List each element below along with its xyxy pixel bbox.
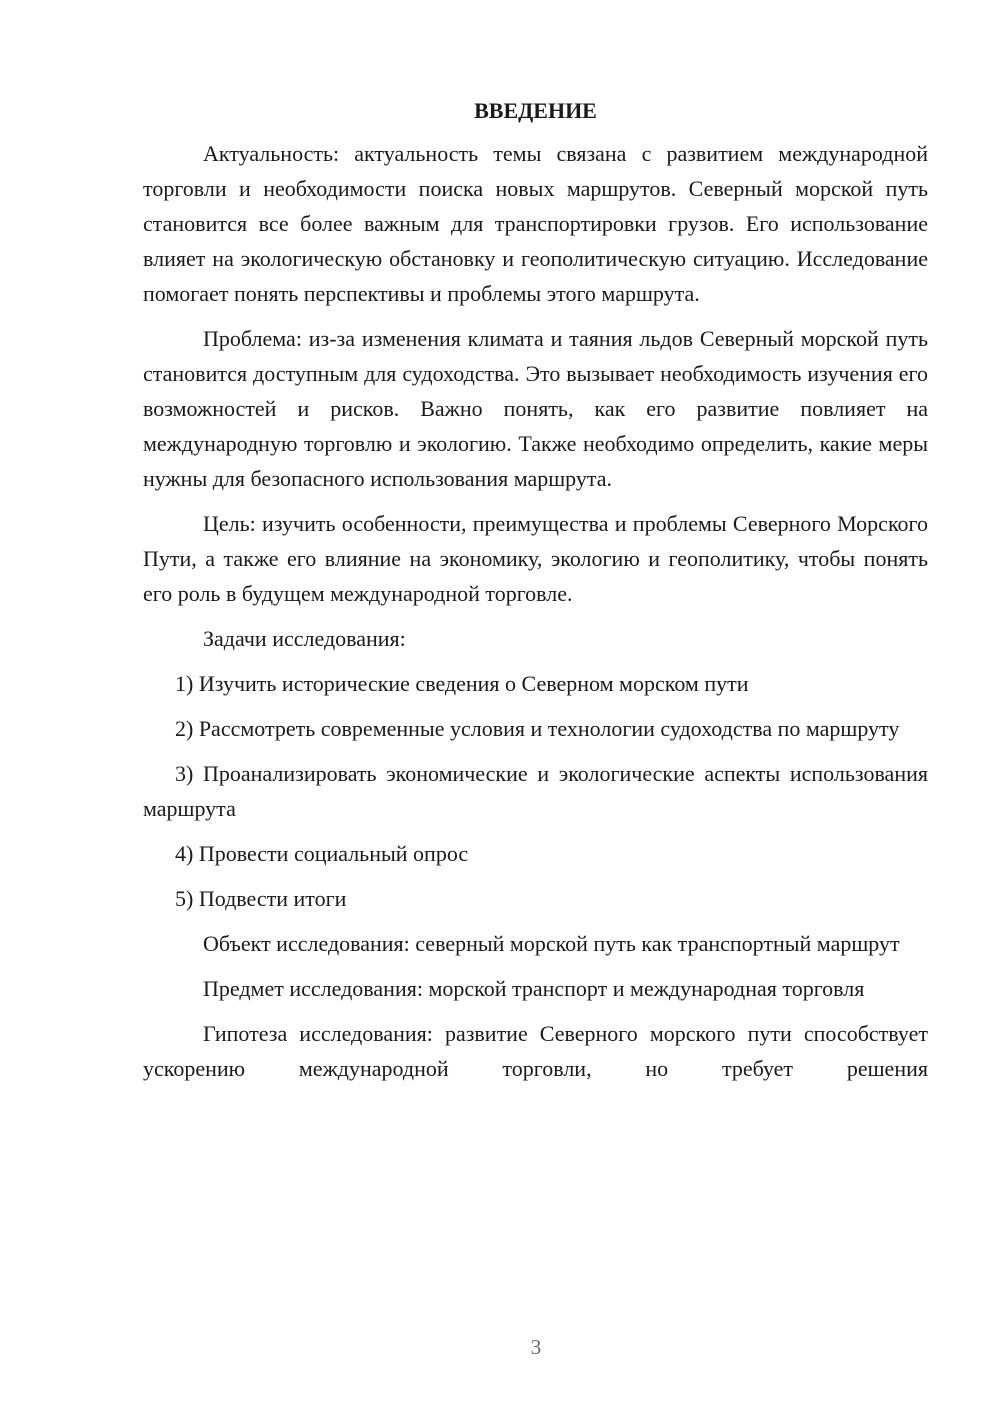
page-number: 3 (530, 1335, 542, 1359)
task-item-2: 2) Рассмотреть современные условия и технологии судоходства по маршруту (175, 716, 900, 741)
paragraph-subject: Предмет исследования: морской транспорт и международная торговля (203, 976, 865, 1001)
task-item-1: 1) Изучить исторические сведения о Северном морском пути (175, 671, 749, 696)
paragraph-tasks-heading: Задачи исследования: (203, 626, 406, 651)
page-title: ВВЕДЕНИЕ (474, 98, 597, 123)
task-item-4: 4) Провести социальный опрос (175, 841, 469, 866)
paragraph-relevance: Актуальность: актуальность темы связана с развитием международной торговли и необходимости поиска новых маршрутов. Северный морской путь становится все более важным для транспортировки грузов. Его использование влияет на экологическую обстановку и геополитическую ситуацию. Исследование помогает понять перспективы и проблемы этого маршрута. (143, 141, 928, 306)
paragraph-goal: Цель: изучить особенности, преимущества и проблемы Северного Морского Пути, а также его влияние на экономику, экологию и геополитику, чтобы понять его роль в будущем международной торговле. (143, 511, 928, 606)
task-item-5: 5) Подвести итоги (175, 886, 347, 911)
page-content (143, 96, 928, 1096)
paragraph-problem: Проблема: из-за изменения климата и таяния льдов Северный морской путь становится доступным для судоходства. Это вызывает необходимость изучения его возможностей и рисков. Важно понять, как его развитие повлияет на международную торговлю и экологию. Также необходимо определить, какие меры нужны для безопасного использования маршрута. (143, 326, 928, 491)
paragraph-object: Объект исследования: северный морской путь как транспортный маршрут (203, 931, 900, 956)
paragraph-hypothesis: Гипотеза исследования: развитие Северного морского пути способствует ускорению международной торговли, но требует решения (143, 1021, 928, 1081)
task-item-3: 3) Проанализировать экономические и экологические аспекты использования маршрута (143, 761, 928, 821)
